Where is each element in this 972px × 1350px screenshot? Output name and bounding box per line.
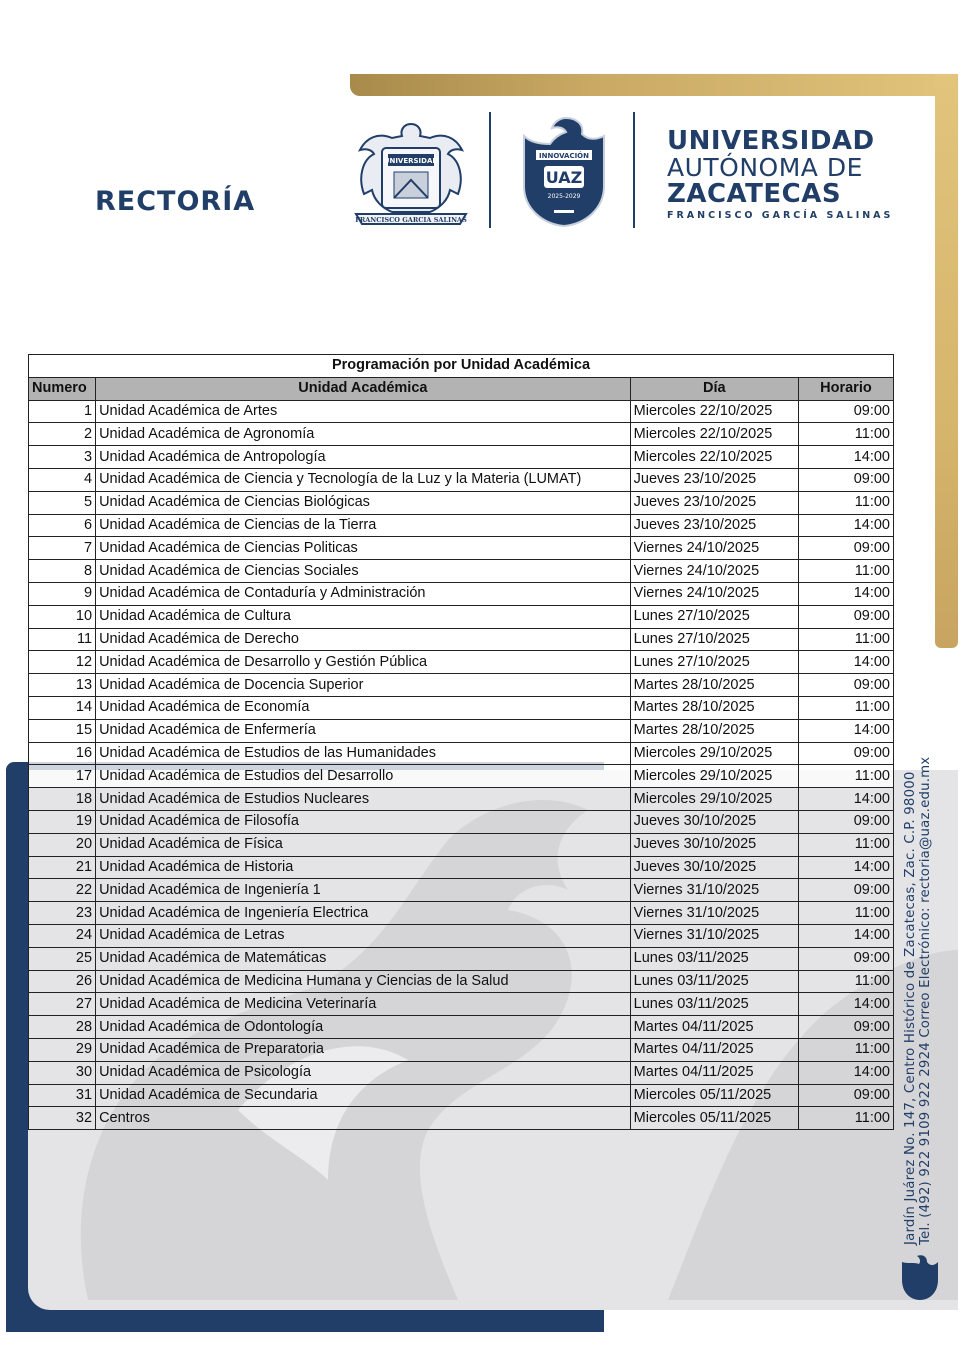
- table-row: [29, 1107, 894, 1130]
- row-day: Miercoles 05/11/2025: [630, 1084, 798, 1107]
- row-number: 29: [29, 1038, 96, 1061]
- row-time: 09:00: [798, 879, 893, 902]
- gold-frame-right: [935, 74, 958, 648]
- table-row: [29, 1016, 894, 1039]
- table-row: [29, 1061, 894, 1084]
- row-day: Jueves 30/10/2025: [630, 833, 798, 856]
- row-unit-name: Unidad Académica de Medicina Veterinaría: [96, 993, 631, 1016]
- row-time: 14:00: [798, 924, 893, 947]
- row-unit-name: Unidad Académica de Ingeniería 1: [96, 879, 631, 902]
- row-time: 11:00: [798, 1107, 893, 1130]
- row-unit-name: Unidad Académica de Preparatoria: [96, 1038, 631, 1061]
- row-number: 22: [29, 879, 96, 902]
- row-number: 24: [29, 924, 96, 947]
- row-day: Jueves 30/10/2025: [630, 810, 798, 833]
- row-unit-name: Unidad Académica de Docencia Superior: [96, 674, 631, 697]
- row-number: 31: [29, 1084, 96, 1107]
- blue-frame-bottom: [6, 1310, 604, 1332]
- table-row: [29, 651, 894, 674]
- row-day: Miercoles 29/10/2025: [630, 788, 798, 811]
- row-time: 09:00: [798, 468, 893, 491]
- row-unit-name: Unidad Académica de Psicología: [96, 1061, 631, 1084]
- row-time: 14:00: [798, 788, 893, 811]
- row-time: 09:00: [798, 605, 893, 628]
- row-unit-name: Centros: [96, 1107, 631, 1130]
- row-unit-name: Unidad Académica de Ciencias Biológicas: [96, 491, 631, 514]
- column-header-numero: Numero: [29, 377, 96, 400]
- uaz-shield-icon: [520, 116, 608, 228]
- table-row: [29, 902, 894, 925]
- table-row: [29, 765, 894, 788]
- header-divider: [633, 112, 635, 228]
- row-time: 11:00: [798, 696, 893, 719]
- row-time: 11:00: [798, 628, 893, 651]
- table-row: [29, 400, 894, 423]
- row-time: 09:00: [798, 947, 893, 970]
- row-day: Jueves 30/10/2025: [630, 856, 798, 879]
- schedule-table: [28, 354, 894, 1130]
- row-unit-name: Unidad Académica de Antropología: [96, 446, 631, 469]
- row-number: 6: [29, 514, 96, 537]
- row-time: 14:00: [798, 856, 893, 879]
- row-number: 16: [29, 742, 96, 765]
- row-day: Miercoles 29/10/2025: [630, 742, 798, 765]
- row-number: 2: [29, 423, 96, 446]
- office-title: RECTORÍA: [95, 186, 256, 217]
- table-title: Programación por Unidad Académica: [29, 355, 894, 378]
- row-number: 19: [29, 810, 96, 833]
- row-day: Martes 28/10/2025: [630, 719, 798, 742]
- row-day: Viernes 24/10/2025: [630, 560, 798, 583]
- table-row: [29, 1084, 894, 1107]
- row-time: 11:00: [798, 765, 893, 788]
- row-unit-name: Unidad Académica de Agronomía: [96, 423, 631, 446]
- row-day: Miercoles 22/10/2025: [630, 446, 798, 469]
- row-time: 09:00: [798, 537, 893, 560]
- row-day: Martes 28/10/2025: [630, 696, 798, 719]
- row-day: Miercoles 29/10/2025: [630, 765, 798, 788]
- row-time: 09:00: [798, 674, 893, 697]
- row-number: 12: [29, 651, 96, 674]
- row-day: Lunes 27/10/2025: [630, 628, 798, 651]
- eagle-logo-icon: [900, 1252, 940, 1302]
- row-number: 11: [29, 628, 96, 651]
- row-unit-name: Unidad Académica de Odontología: [96, 1016, 631, 1039]
- university-name-line1: UNIVERSIDAD: [667, 126, 875, 156]
- table-row: [29, 560, 894, 583]
- table-row: [29, 742, 894, 765]
- row-number: 23: [29, 902, 96, 925]
- table-row: [29, 674, 894, 697]
- row-time: 14:00: [798, 446, 893, 469]
- row-time: 09:00: [798, 1084, 893, 1107]
- table-header-row: [29, 377, 894, 400]
- row-unit-name: Unidad Académica de Desarrollo y Gestión Pública: [96, 651, 631, 674]
- row-unit-name: Unidad Académica de Estudios Nucleares: [96, 788, 631, 811]
- row-time: 11:00: [798, 423, 893, 446]
- row-number: 18: [29, 788, 96, 811]
- row-day: Jueves 23/10/2025: [630, 514, 798, 537]
- row-unit-name: Unidad Académica de Contaduría y Administración: [96, 582, 631, 605]
- row-unit-name: Unidad Académica de Ciencias Sociales: [96, 560, 631, 583]
- row-number: 21: [29, 856, 96, 879]
- row-number: 1: [29, 400, 96, 423]
- table-row: [29, 491, 894, 514]
- row-unit-name: Unidad Académica de Ciencias de la Tierra: [96, 514, 631, 537]
- row-time: 09:00: [798, 400, 893, 423]
- row-number: 15: [29, 719, 96, 742]
- row-unit-name: Unidad Académica de Artes: [96, 400, 631, 423]
- row-number: 28: [29, 1016, 96, 1039]
- row-time: 11:00: [798, 970, 893, 993]
- row-time: 14:00: [798, 993, 893, 1016]
- address-text: Jardín Juárez No. 147, Centro Histórico de Zacatecas, Zac. C.P. 98000: [903, 771, 918, 1245]
- table-row: [29, 970, 894, 993]
- row-day: Martes 04/11/2025: [630, 1038, 798, 1061]
- row-unit-name: Unidad Académica de Estudios del Desarrollo: [96, 765, 631, 788]
- row-day: Martes 04/11/2025: [630, 1016, 798, 1039]
- table-row: [29, 924, 894, 947]
- row-unit-name: Unidad Académica de Derecho: [96, 628, 631, 651]
- row-day: Lunes 03/11/2025: [630, 970, 798, 993]
- row-number: 9: [29, 582, 96, 605]
- row-day: Viernes 24/10/2025: [630, 537, 798, 560]
- table-row: [29, 605, 894, 628]
- row-time: 14:00: [798, 651, 893, 674]
- row-number: 32: [29, 1107, 96, 1130]
- table-row: [29, 788, 894, 811]
- svg-text:FRANCISCO GARCIA SALINAS: FRANCISCO GARCIA SALINAS: [355, 216, 467, 224]
- table-row: [29, 856, 894, 879]
- row-day: Miercoles 22/10/2025: [630, 400, 798, 423]
- row-unit-name: Unidad Académica de Historia: [96, 856, 631, 879]
- row-day: Lunes 03/11/2025: [630, 947, 798, 970]
- phone-email-text: Tel. (492) 922 9109 922 2924 Correo Electrónico: rectoria@uaz.edu.mx: [918, 756, 933, 1245]
- table-row: [29, 993, 894, 1016]
- row-time: 11:00: [798, 1038, 893, 1061]
- row-unit-name: Unidad Académica de Secundaria: [96, 1084, 631, 1107]
- university-name: [667, 128, 893, 221]
- row-day: Martes 04/11/2025: [630, 1061, 798, 1084]
- university-name-line4: FRANCISCO GARCÍA SALINAS: [667, 210, 894, 221]
- svg-text:UNIVERSIDAD: UNIVERSIDAD: [383, 157, 439, 165]
- row-day: Viernes 31/10/2025: [630, 879, 798, 902]
- row-number: 7: [29, 537, 96, 560]
- row-day: Viernes 31/10/2025: [630, 902, 798, 925]
- row-day: Lunes 27/10/2025: [630, 605, 798, 628]
- row-number: 25: [29, 947, 96, 970]
- row-day: Lunes 27/10/2025: [630, 651, 798, 674]
- university-seal-icon: [352, 120, 470, 226]
- table-row: [29, 719, 894, 742]
- row-day: Jueves 23/10/2025: [630, 468, 798, 491]
- gold-frame-top: [350, 74, 958, 96]
- contact-info: [903, 757, 933, 1245]
- row-unit-name: Unidad Académica de Ciencia y Tecnología de la Luz y la Materia (LUMAT): [96, 468, 631, 491]
- svg-text:UAZ: UAZ: [545, 168, 583, 187]
- table-row: [29, 879, 894, 902]
- table-row: [29, 833, 894, 856]
- row-time: 11:00: [798, 902, 893, 925]
- table-row: [29, 1038, 894, 1061]
- row-unit-name: Unidad Académica de Ingeniería Electrica: [96, 902, 631, 925]
- column-header-horario: Horario: [798, 377, 893, 400]
- row-number: 27: [29, 993, 96, 1016]
- row-time: 14:00: [798, 514, 893, 537]
- row-day: Viernes 31/10/2025: [630, 924, 798, 947]
- table-row: [29, 582, 894, 605]
- row-time: 09:00: [798, 742, 893, 765]
- row-time: 11:00: [798, 491, 893, 514]
- table-row: [29, 423, 894, 446]
- table-title-row: [29, 355, 894, 378]
- row-number: 5: [29, 491, 96, 514]
- row-number: 26: [29, 970, 96, 993]
- university-name-line2: AUTÓNOMA DE: [667, 153, 863, 182]
- row-number: 10: [29, 605, 96, 628]
- row-time: 14:00: [798, 719, 893, 742]
- row-unit-name: Unidad Académica de Economía: [96, 696, 631, 719]
- row-number: 14: [29, 696, 96, 719]
- table-row: [29, 514, 894, 537]
- row-unit-name: Unidad Académica de Letras: [96, 924, 631, 947]
- row-number: 30: [29, 1061, 96, 1084]
- university-name-line3: ZACATECAS: [667, 179, 842, 209]
- table-row: [29, 468, 894, 491]
- table-row: [29, 696, 894, 719]
- row-number: 13: [29, 674, 96, 697]
- row-time: 09:00: [798, 810, 893, 833]
- row-number: 4: [29, 468, 96, 491]
- row-day: Miercoles 05/11/2025: [630, 1107, 798, 1130]
- svg-text:INNOVACIÓN: INNOVACIÓN: [539, 152, 589, 160]
- table-row: [29, 810, 894, 833]
- column-header-dia: Día: [630, 377, 798, 400]
- row-unit-name: Unidad Académica de Ciencias Politicas: [96, 537, 631, 560]
- row-unit-name: Unidad Académica de Enfermería: [96, 719, 631, 742]
- row-time: 11:00: [798, 833, 893, 856]
- column-header-unidad: Unidad Académica: [96, 377, 631, 400]
- row-day: Viernes 24/10/2025: [630, 582, 798, 605]
- table-row: [29, 628, 894, 651]
- row-day: Jueves 23/10/2025: [630, 491, 798, 514]
- row-time: 11:00: [798, 560, 893, 583]
- row-time: 09:00: [798, 1016, 893, 1039]
- row-number: 3: [29, 446, 96, 469]
- table-row: [29, 537, 894, 560]
- row-unit-name: Unidad Académica de Cultura: [96, 605, 631, 628]
- row-number: 20: [29, 833, 96, 856]
- header-divider: [489, 112, 491, 228]
- row-number: 17: [29, 765, 96, 788]
- row-day: Miercoles 22/10/2025: [630, 423, 798, 446]
- gold-frame-corner: [905, 96, 935, 126]
- row-day: Lunes 03/11/2025: [630, 993, 798, 1016]
- row-unit-name: Unidad Académica de Filosofía: [96, 810, 631, 833]
- row-unit-name: Unidad Académica de Estudios de las Humanidades: [96, 742, 631, 765]
- table-row: [29, 446, 894, 469]
- row-number: 8: [29, 560, 96, 583]
- svg-text:2025-2029: 2025-2029: [547, 193, 581, 200]
- row-time: 14:00: [798, 582, 893, 605]
- row-unit-name: Unidad Académica de Matemáticas: [96, 947, 631, 970]
- row-unit-name: Unidad Académica de Medicina Humana y Ciencias de la Salud: [96, 970, 631, 993]
- row-day: Martes 28/10/2025: [630, 674, 798, 697]
- table-row: [29, 947, 894, 970]
- row-unit-name: Unidad Académica de Física: [96, 833, 631, 856]
- row-time: 14:00: [798, 1061, 893, 1084]
